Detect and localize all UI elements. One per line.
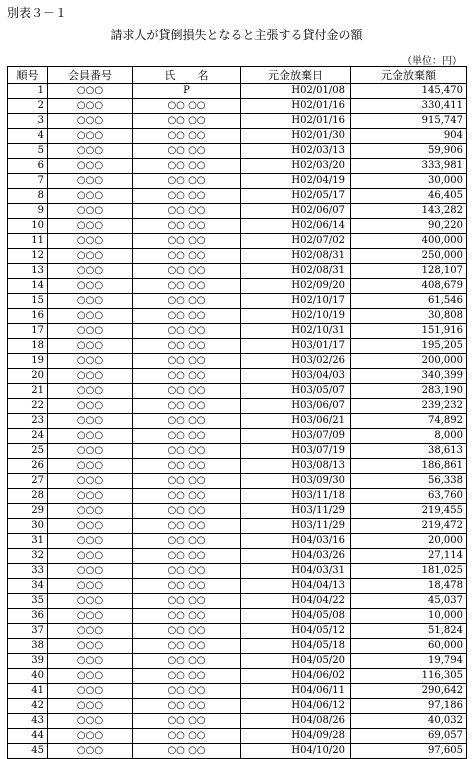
cell-seq: 28 — [8, 489, 48, 504]
cell-member-no: ○○○ — [48, 639, 133, 654]
cell-seq: 34 — [8, 579, 48, 594]
cell-member-no: ○○○ — [48, 669, 133, 684]
table-row — [8, 414, 467, 429]
cell-seq: 12 — [8, 249, 48, 264]
table-row — [8, 669, 467, 684]
cell-member-no: ○○○ — [48, 504, 133, 519]
cell-member-no: ○○○ — [48, 744, 133, 759]
cell-member-no: ○○○ — [48, 174, 133, 189]
cell-member-no: ○○○ — [48, 429, 133, 444]
cell-name: ○○ ○○ — [133, 249, 241, 264]
cell-member-no: ○○○ — [48, 99, 133, 114]
table-row — [8, 264, 467, 279]
cell-waiver-amount: 51,824 — [351, 624, 467, 639]
cell-seq: 37 — [8, 624, 48, 639]
cell-member-no: ○○○ — [48, 279, 133, 294]
cell-waiver-amount: 219,455 — [351, 504, 467, 519]
cell-waiver-date: H04/04/13 — [241, 579, 351, 594]
cell-seq: 7 — [8, 174, 48, 189]
cell-waiver-date: H03/02/26 — [241, 354, 351, 369]
table-row — [8, 324, 467, 339]
cell-waiver-amount: 8,000 — [351, 429, 467, 444]
cell-waiver-date: H04/04/22 — [241, 594, 351, 609]
table-row — [8, 129, 467, 144]
table-row — [8, 489, 467, 504]
cell-waiver-date: H03/01/17 — [241, 339, 351, 354]
table-row — [8, 99, 467, 114]
cell-name: ○○ ○○ — [133, 594, 241, 609]
cell-waiver-amount: 18,478 — [351, 579, 467, 594]
cell-name: ○○ ○○ — [133, 504, 241, 519]
cell-member-no: ○○○ — [48, 414, 133, 429]
cell-seq: 25 — [8, 444, 48, 459]
cell-seq: 40 — [8, 669, 48, 684]
cell-waiver-date: H03/11/18 — [241, 489, 351, 504]
cell-name: ○○ ○○ — [133, 489, 241, 504]
cell-member-no: ○○○ — [48, 609, 133, 624]
cell-seq: 10 — [8, 219, 48, 234]
cell-member-no: ○○○ — [48, 444, 133, 459]
cell-waiver-date: H03/07/09 — [241, 429, 351, 444]
cell-member-no: ○○○ — [48, 294, 133, 309]
cell-waiver-amount: 283,190 — [351, 384, 467, 399]
cell-seq: 14 — [8, 279, 48, 294]
cell-waiver-amount: 250,000 — [351, 249, 467, 264]
cell-waiver-amount: 330,411 — [351, 99, 467, 114]
cell-name: ○○ ○○ — [133, 744, 241, 759]
cell-name: ○○ ○○ — [133, 654, 241, 669]
cell-waiver-date: H04/05/08 — [241, 609, 351, 624]
cell-name: ○○ ○○ — [133, 144, 241, 159]
cell-waiver-amount: 915,747 — [351, 114, 467, 129]
cell-seq: 41 — [8, 684, 48, 699]
cell-waiver-amount: 38,613 — [351, 444, 467, 459]
cell-waiver-date: H02/06/07 — [241, 204, 351, 219]
cell-name: ○○ ○○ — [133, 234, 241, 249]
table-row — [8, 504, 467, 519]
cell-waiver-date: H02/03/13 — [241, 144, 351, 159]
cell-member-no: ○○○ — [48, 624, 133, 639]
cell-name: ○○ ○○ — [133, 369, 241, 384]
cell-member-no: ○○○ — [48, 309, 133, 324]
table-row — [8, 729, 467, 744]
cell-waiver-amount: 143,282 — [351, 204, 467, 219]
cell-waiver-amount: 74,892 — [351, 414, 467, 429]
cell-name: ○○ ○○ — [133, 219, 241, 234]
cell-name: ○○ ○○ — [133, 354, 241, 369]
cell-name: ○○ ○○ — [133, 699, 241, 714]
cell-waiver-date: H02/01/30 — [241, 129, 351, 144]
cell-seq: 32 — [8, 549, 48, 564]
table-row — [8, 84, 467, 99]
cell-member-no: ○○○ — [48, 354, 133, 369]
cell-seq: 33 — [8, 564, 48, 579]
cell-waiver-amount: 61,546 — [351, 294, 467, 309]
cell-waiver-amount: 181,025 — [351, 564, 467, 579]
cell-waiver-amount: 128,107 — [351, 264, 467, 279]
cell-waiver-amount: 186,861 — [351, 459, 467, 474]
cell-seq: 17 — [8, 324, 48, 339]
cell-seq: 15 — [8, 294, 48, 309]
cell-waiver-date: H02/09/20 — [241, 279, 351, 294]
table-row — [8, 519, 467, 534]
cell-waiver-amount: 408,679 — [351, 279, 467, 294]
cell-member-no: ○○○ — [48, 84, 133, 99]
cell-waiver-date: H03/08/13 — [241, 459, 351, 474]
header-waiver-date: 元金放棄日 — [241, 67, 351, 84]
cell-name: ○○ ○○ — [133, 264, 241, 279]
table-row — [8, 294, 467, 309]
cell-name: ○○ ○○ — [133, 534, 241, 549]
cell-seq: 11 — [8, 234, 48, 249]
cell-seq: 20 — [8, 369, 48, 384]
table-row — [8, 654, 467, 669]
table-row — [8, 699, 467, 714]
cell-waiver-amount: 200,000 — [351, 354, 467, 369]
cell-waiver-amount: 60,000 — [351, 639, 467, 654]
table-row — [8, 579, 467, 594]
cell-seq: 35 — [8, 594, 48, 609]
cell-member-no: ○○○ — [48, 549, 133, 564]
cell-waiver-amount: 19,794 — [351, 654, 467, 669]
cell-seq: 8 — [8, 189, 48, 204]
cell-waiver-date: H04/08/26 — [241, 714, 351, 729]
cell-waiver-date: H03/11/29 — [241, 519, 351, 534]
table-row — [8, 534, 467, 549]
cell-name: ○○ ○○ — [133, 519, 241, 534]
cell-member-no: ○○○ — [48, 459, 133, 474]
cell-member-no: ○○○ — [48, 144, 133, 159]
cell-seq: 30 — [8, 519, 48, 534]
cell-seq: 27 — [8, 474, 48, 489]
cell-seq: 5 — [8, 144, 48, 159]
cell-waiver-amount: 45,037 — [351, 594, 467, 609]
cell-waiver-date: H04/03/16 — [241, 534, 351, 549]
unit-note: （単位：円） — [402, 56, 462, 67]
table-row — [8, 219, 467, 234]
cell-waiver-date: H02/01/08 — [241, 84, 351, 99]
cell-waiver-amount: 97,605 — [351, 744, 467, 759]
table-row — [8, 189, 467, 204]
cell-name: ○○ ○○ — [133, 669, 241, 684]
table-row — [8, 384, 467, 399]
loan-table — [7, 66, 467, 759]
cell-waiver-amount: 400,000 — [351, 234, 467, 249]
table-row — [8, 204, 467, 219]
cell-member-no: ○○○ — [48, 489, 133, 504]
cell-waiver-amount: 97,186 — [351, 699, 467, 714]
cell-name: ○○ ○○ — [133, 729, 241, 744]
cell-waiver-date: H03/06/07 — [241, 399, 351, 414]
table-row — [8, 174, 467, 189]
cell-waiver-date: H02/10/19 — [241, 309, 351, 324]
cell-waiver-date: H03/04/03 — [241, 369, 351, 384]
cell-name: ○○ ○○ — [133, 159, 241, 174]
cell-waiver-date: H04/09/28 — [241, 729, 351, 744]
cell-seq: 38 — [8, 639, 48, 654]
cell-member-no: ○○○ — [48, 129, 133, 144]
table-row — [8, 744, 467, 759]
table-row — [8, 639, 467, 654]
cell-waiver-amount: 340,399 — [351, 369, 467, 384]
cell-waiver-date: H02/03/20 — [241, 159, 351, 174]
cell-waiver-amount: 195,205 — [351, 339, 467, 354]
cell-member-no: ○○○ — [48, 654, 133, 669]
table-row — [8, 339, 467, 354]
cell-name: ○○ ○○ — [133, 714, 241, 729]
cell-seq: 36 — [8, 609, 48, 624]
cell-seq: 22 — [8, 399, 48, 414]
table-row — [8, 594, 467, 609]
cell-name: ○○ ○○ — [133, 279, 241, 294]
header-name: 氏 名 — [133, 67, 241, 84]
cell-waiver-amount: 219,472 — [351, 519, 467, 534]
cell-waiver-date: H04/05/18 — [241, 639, 351, 654]
cell-member-no: ○○○ — [48, 399, 133, 414]
cell-name: ○○ ○○ — [133, 414, 241, 429]
table-row — [8, 114, 467, 129]
cell-waiver-date: H04/06/02 — [241, 669, 351, 684]
cell-name: ○○ ○○ — [133, 444, 241, 459]
cell-waiver-amount: 30,000 — [351, 174, 467, 189]
table-row — [8, 714, 467, 729]
cell-name: ○○ ○○ — [133, 339, 241, 354]
cell-name: ○○ ○○ — [133, 189, 241, 204]
cell-name: ○○ ○○ — [133, 324, 241, 339]
cell-seq: 3 — [8, 114, 48, 129]
cell-name: ○○ ○○ — [133, 99, 241, 114]
cell-member-no: ○○○ — [48, 204, 133, 219]
table-row — [8, 624, 467, 639]
cell-waiver-amount: 333,981 — [351, 159, 467, 174]
cell-waiver-date: H02/08/31 — [241, 264, 351, 279]
cell-waiver-amount: 90,220 — [351, 219, 467, 234]
cell-waiver-amount: 59,906 — [351, 144, 467, 159]
cell-member-no: ○○○ — [48, 234, 133, 249]
cell-member-no: ○○○ — [48, 534, 133, 549]
table-row — [8, 279, 467, 294]
cell-waiver-date: H02/07/02 — [241, 234, 351, 249]
table-row — [8, 459, 467, 474]
cell-member-no: ○○○ — [48, 219, 133, 234]
cell-name: ○○ ○○ — [133, 294, 241, 309]
cell-waiver-date: H03/05/07 — [241, 384, 351, 399]
table-row — [8, 144, 467, 159]
cell-waiver-amount: 904 — [351, 129, 467, 144]
cell-waiver-amount: 145,470 — [351, 84, 467, 99]
cell-waiver-date: H03/07/19 — [241, 444, 351, 459]
cell-waiver-amount: 239,232 — [351, 399, 467, 414]
table-row — [8, 444, 467, 459]
cell-seq: 1 — [8, 84, 48, 99]
cell-waiver-date: H04/03/26 — [241, 549, 351, 564]
cell-waiver-date: H04/03/31 — [241, 564, 351, 579]
cell-waiver-date: H02/04/19 — [241, 174, 351, 189]
cell-waiver-amount: 27,114 — [351, 549, 467, 564]
cell-seq: 45 — [8, 744, 48, 759]
table-row — [8, 369, 467, 384]
table-row — [8, 609, 467, 624]
cell-waiver-date: H02/05/17 — [241, 189, 351, 204]
cell-waiver-amount: 30,808 — [351, 309, 467, 324]
cell-name: ○○ ○○ — [133, 564, 241, 579]
cell-name: ○○ ○○ — [133, 429, 241, 444]
table-row — [8, 399, 467, 414]
table-row — [8, 429, 467, 444]
cell-waiver-amount: 290,642 — [351, 684, 467, 699]
cell-waiver-date: H04/05/12 — [241, 624, 351, 639]
table-body — [8, 84, 467, 759]
table-row — [8, 159, 467, 174]
cell-member-no: ○○○ — [48, 114, 133, 129]
cell-name: ○○ ○○ — [133, 309, 241, 324]
cell-waiver-date: H04/05/20 — [241, 654, 351, 669]
cell-name: ○○ ○○ — [133, 639, 241, 654]
cell-seq: 31 — [8, 534, 48, 549]
cell-member-no: ○○○ — [48, 729, 133, 744]
cell-member-no: ○○○ — [48, 339, 133, 354]
table-row — [8, 564, 467, 579]
cell-seq: 23 — [8, 414, 48, 429]
cell-name: P — [133, 84, 241, 99]
cell-member-no: ○○○ — [48, 324, 133, 339]
table-row — [8, 474, 467, 489]
cell-waiver-date: H02/10/31 — [241, 324, 351, 339]
cell-seq: 42 — [8, 699, 48, 714]
cell-seq: 2 — [8, 99, 48, 114]
cell-name: ○○ ○○ — [133, 114, 241, 129]
cell-member-no: ○○○ — [48, 564, 133, 579]
cell-name: ○○ ○○ — [133, 684, 241, 699]
header-seq: 順号 — [8, 67, 48, 84]
cell-name: ○○ ○○ — [133, 624, 241, 639]
cell-seq: 43 — [8, 714, 48, 729]
cell-member-no: ○○○ — [48, 474, 133, 489]
cell-waiver-date: H04/10/20 — [241, 744, 351, 759]
table-row — [8, 684, 467, 699]
cell-waiver-amount: 116,305 — [351, 669, 467, 684]
cell-seq: 18 — [8, 339, 48, 354]
cell-member-no: ○○○ — [48, 384, 133, 399]
cell-waiver-date: H04/06/11 — [241, 684, 351, 699]
cell-member-no: ○○○ — [48, 519, 133, 534]
appendix-label: 別表３－１ — [7, 6, 68, 20]
cell-seq: 6 — [8, 159, 48, 174]
cell-waiver-date: H02/06/14 — [241, 219, 351, 234]
cell-waiver-amount: 10,000 — [351, 609, 467, 624]
cell-seq: 9 — [8, 204, 48, 219]
cell-waiver-date: H03/06/21 — [241, 414, 351, 429]
cell-member-no: ○○○ — [48, 189, 133, 204]
cell-member-no: ○○○ — [48, 579, 133, 594]
cell-waiver-date: H03/11/29 — [241, 504, 351, 519]
cell-name: ○○ ○○ — [133, 204, 241, 219]
cell-waiver-date: H03/09/30 — [241, 474, 351, 489]
cell-member-no: ○○○ — [48, 714, 133, 729]
cell-member-no: ○○○ — [48, 249, 133, 264]
cell-seq: 21 — [8, 384, 48, 399]
header-waiver-amount: 元金放棄額 — [351, 67, 467, 84]
table-row — [8, 354, 467, 369]
cell-member-no: ○○○ — [48, 369, 133, 384]
cell-name: ○○ ○○ — [133, 474, 241, 489]
cell-seq: 29 — [8, 504, 48, 519]
cell-waiver-date: H02/01/16 — [241, 114, 351, 129]
table-row — [8, 234, 467, 249]
cell-waiver-amount: 56,338 — [351, 474, 467, 489]
cell-seq: 16 — [8, 309, 48, 324]
cell-name: ○○ ○○ — [133, 384, 241, 399]
cell-waiver-amount: 63,760 — [351, 489, 467, 504]
header-row — [8, 67, 467, 84]
cell-seq: 26 — [8, 459, 48, 474]
cell-member-no: ○○○ — [48, 594, 133, 609]
cell-name: ○○ ○○ — [133, 609, 241, 624]
cell-waiver-amount: 69,057 — [351, 729, 467, 744]
cell-member-no: ○○○ — [48, 264, 133, 279]
cell-name: ○○ ○○ — [133, 129, 241, 144]
cell-waiver-amount: 151,916 — [351, 324, 467, 339]
cell-waiver-amount: 20,000 — [351, 534, 467, 549]
cell-member-no: ○○○ — [48, 159, 133, 174]
cell-seq: 44 — [8, 729, 48, 744]
cell-seq: 19 — [8, 354, 48, 369]
cell-name: ○○ ○○ — [133, 549, 241, 564]
cell-name: ○○ ○○ — [133, 579, 241, 594]
cell-name: ○○ ○○ — [133, 459, 241, 474]
cell-seq: 39 — [8, 654, 48, 669]
cell-waiver-date: H02/01/16 — [241, 99, 351, 114]
cell-seq: 4 — [8, 129, 48, 144]
cell-name: ○○ ○○ — [133, 174, 241, 189]
table-title: 請求人が貸倒損失となると主張する貸付金の額 — [110, 28, 363, 42]
cell-name: ○○ ○○ — [133, 399, 241, 414]
cell-seq: 24 — [8, 429, 48, 444]
cell-waiver-date: H02/08/31 — [241, 249, 351, 264]
table-row — [8, 249, 467, 264]
cell-waiver-amount: 46,405 — [351, 189, 467, 204]
header-member-no: 会員番号 — [48, 67, 133, 84]
cell-waiver-date: H02/10/17 — [241, 294, 351, 309]
cell-member-no: ○○○ — [48, 699, 133, 714]
cell-seq: 13 — [8, 264, 48, 279]
cell-member-no: ○○○ — [48, 684, 133, 699]
cell-waiver-date: H04/06/12 — [241, 699, 351, 714]
table-row — [8, 309, 467, 324]
cell-waiver-amount: 40,032 — [351, 714, 467, 729]
table-row — [8, 549, 467, 564]
